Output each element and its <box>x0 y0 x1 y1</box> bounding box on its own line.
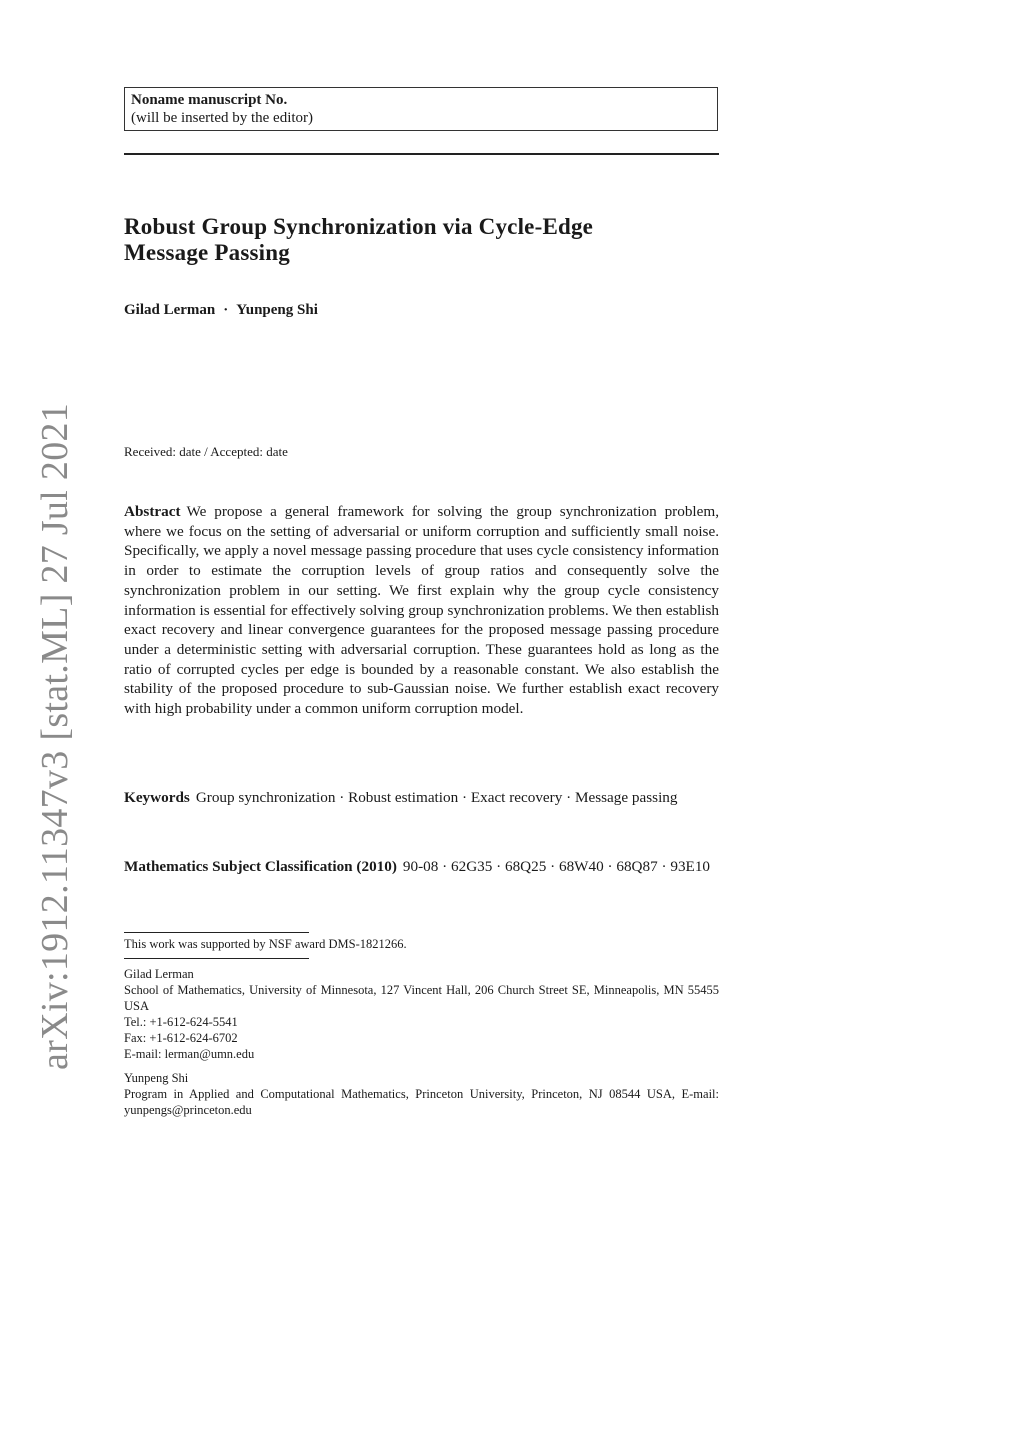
affiliation-1-fax: Fax: +1-612-624-6702 <box>124 1031 238 1045</box>
affiliation-1-tel: Tel.: +1-612-624-5541 <box>124 1015 238 1029</box>
abstract-text: We propose a general framework for solving the group synchronization problem, where we focus on the setting of adversarial or uniform corruption and sufficiently small noise. Specifically, we apply a novel message passing procedure that uses cycle consistency information in order to estimate the corruption levels of group ratios and consequently solve the synchronization problem in our setting. We first explain why the group cycle consistency information is essential for effectively solving group synchronization problems. We then establish exact recovery and linear convergence guarantees for the proposed message passing procedure under a deterministic setting with adversarial corruption. These guarantees hold as long as the ratio of corrupted cycles per edge is bounded by a reasonable constant. We also establish the stability of the proposed procedure to sub-Gaussian noise. We further establish exact recovery with high probability under a common uniform corruption model. <box>124 503 719 718</box>
title-line-1: Robust Group Synchronization via Cycle-Edge <box>124 214 594 239</box>
title-line-2: Message Passing <box>124 240 290 265</box>
editor-box <box>124 87 718 131</box>
affiliation-1-email: E-mail: lerman@umn.edu <box>124 1047 255 1061</box>
msc-heading: Mathematics Subject Classification (2010) <box>124 858 397 875</box>
author-separator: · <box>223 302 229 318</box>
affiliation-1-name: Gilad Lerman <box>124 967 194 981</box>
author-list <box>124 302 318 319</box>
paper-title <box>124 214 724 266</box>
manuscript-number: Noname manuscript No. <box>131 92 288 108</box>
author-2: Yunpeng Shi <box>236 302 318 318</box>
keywords-text: Group synchronization · Robust estimation · Exact recovery · Message passing <box>195 789 678 806</box>
affiliation-2 <box>124 1070 719 1118</box>
keywords-heading: Keywords <box>124 789 190 806</box>
keywords <box>124 788 719 808</box>
abstract <box>124 502 719 719</box>
footnote-rule <box>124 932 309 933</box>
arxiv-stamp: arXiv:1912.11347v3 [stat.ML] 27 Jul 2021 <box>34 402 76 1070</box>
abstract-heading: Abstract <box>124 503 181 520</box>
affiliation-2-address: Program in Applied and Computational Mathematics, Princeton University, Princeton, NJ 08544 USA, E-mail: yunpengs@princeton.edu <box>124 1087 719 1117</box>
affiliation-1 <box>124 966 719 1062</box>
affiliation-1-address: School of Mathematics, University of Minnesota, 127 Vincent Hall, 206 Church Street SE, Minneapolis, MN 55455 USA <box>124 983 719 1013</box>
author-1: Gilad Lerman <box>124 302 216 318</box>
msc-classification <box>124 857 719 877</box>
msc-text: 90-08 · 62G35 · 68Q25 · 68W40 · 68Q87 · 93E10 <box>402 858 711 875</box>
affiliation-2-name: Yunpeng Shi <box>124 1071 189 1085</box>
header-rule <box>124 153 719 155</box>
editor-note: (will be inserted by the editor) <box>131 110 314 126</box>
footnote-rule-2 <box>124 958 309 959</box>
funding-footnote: This work was supported by NSF award DMS-1821266. <box>124 937 407 951</box>
received-date: Received: date / Accepted: date <box>124 444 288 459</box>
